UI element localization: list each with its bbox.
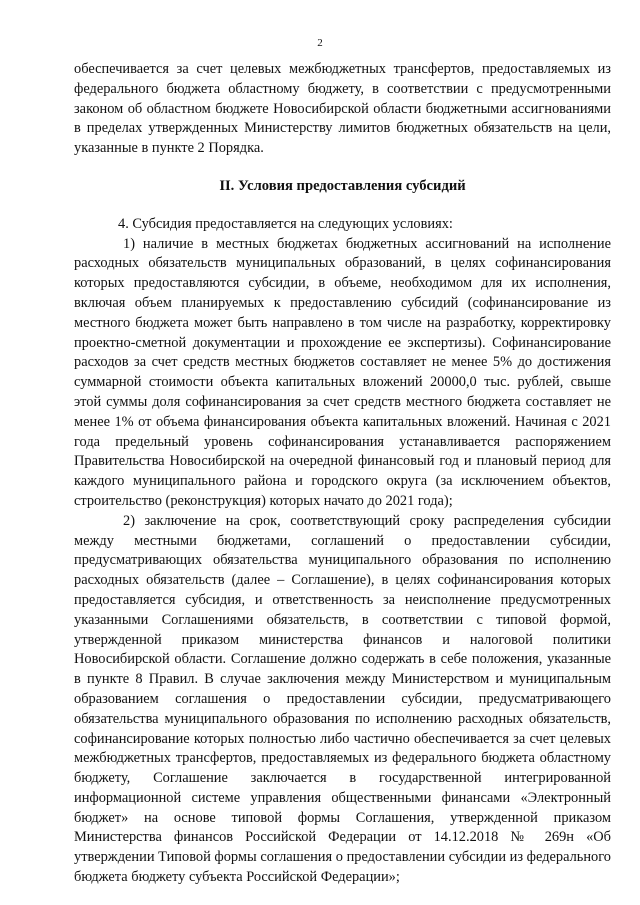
document-body (74, 60, 611, 888)
intro-paragraph: обеспечивается за счет целевых межбюджетных трансфертов, предоставляемых из федерального бюджета областному бюджету, в соответствии с предусмотренными законом об областном бюджете Новосибирской области бюджетными ассигнованиями в пределах утвержденных Министерству лимитов бюджетных обязательств на цели, указанные в пункте 2 Порядка. (74, 61, 611, 157)
item-4-paragraph: 4. Субсидия предоставляется на следующих условиях: (118, 215, 453, 232)
page-number: 2 (317, 37, 323, 49)
condition-2-paragraph: 2) заключение на срок, соответствующий сроку распределения субсидии между местными бюджетами, соглашений о предоставлении субсидии, предусматривающих обязательства муниципального образования по исполнению расходных обязательств (далее – Соглашение), в целях софинансирования которых предоставляется субсидия, и ответственность за неисполнение предусмотренных указанными Соглашениями обязательств, в соответствии с типовой формой, утвержденной приказом министерства финансов и налоговой политики Новосибирской области. Соглашение должно содержать в себе положения, указанные в пункте 8 Правил. В случае заключения между Министерством и муниципальным образованием соглашения о предоставлении субсидии, предусматривающего обязательства муниципального образования по исполнению расходных обязательств, софинансирование которых полностью либо частично обеспечивается за счет целевых межбюджетных трансфертов, предоставляемых из федерального бюджета областному бюджету, Соглашение заключается в государственной интегрированной информационной системе управления общественными финансами «Электронный бюджет» на основе типовой формы Соглашения, утвержденной приказом Министерства финансов Российской Федерации от 14.12.2018 № 269н «Об утверждении Типовой формы соглашения о предоставлении субсидии из федерального бюджета бюджету субъекта Российской Федерации»; (74, 512, 611, 886)
condition-1-paragraph: 1) наличие в местных бюджетах бюджетных ассигнований на исполнение расходных обязательств муниципальных образований, в целях софинансирования которых предоставляются субсидии, в объеме, необходимом для их исполнения, включая объем планируемых к предоставлению субсидий (софинансирование из местного бюджета может быть направлено в том числе на разработку, корректировку проектно-сметной документации и прохождение ее экспертизы). Софинансирование расходов за счет средств местных бюджетов составляет не менее 5% до достижения суммарной стоимости объекта капитальных вложений 20000,0 тыс. рублей, свыше этой суммы доля софинансирования за счет средств местного бюджета составляет не менее 1% от объема финансирования объекта капитальных вложений. Начиная с 2021 года предельный уровень софинансирования устанавливается распоряжением Правительства Новосибирской на очередной финансовый год и плановый период для каждого муниципального района и городского округа (за исключением объектов, строительство (реконструкция) которых начато до 2021 года); (74, 235, 611, 509)
section-title: II. Условия предоставления субсидий (219, 177, 466, 194)
